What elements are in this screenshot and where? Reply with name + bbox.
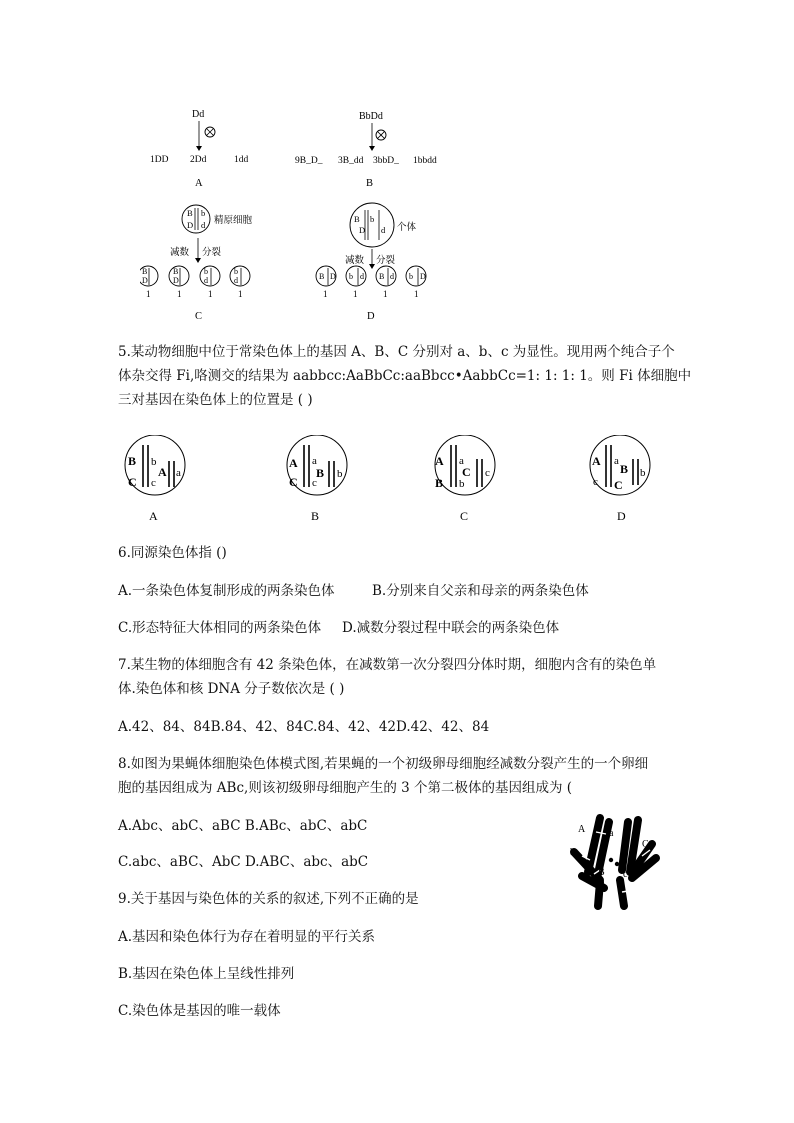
q8-fig-label-a: a — [609, 828, 614, 839]
q5-line1: 5.某动物细胞中位于常染色体上的基因 A、B、C 分别对 a、b、c 为显性。现用两个纯合子个 — [118, 344, 675, 360]
svg-text:A: A — [158, 465, 167, 479]
svg-text:b: b — [409, 272, 413, 281]
svg-text:b: b — [234, 267, 238, 276]
svg-text:d: d — [390, 272, 394, 281]
svg-text:d: d — [204, 276, 208, 285]
fig-c-label: C — [195, 311, 203, 322]
svg-text:C: C — [614, 478, 623, 492]
svg-text:c: c — [312, 477, 317, 489]
fig-c-process: 减数 — [170, 248, 190, 258]
svg-text:c: c — [485, 467, 490, 479]
q9-option-b: B.基因在染色体上呈线性排列 — [118, 966, 295, 982]
svg-text:b: b — [349, 272, 353, 281]
fig-d-process: 减数 — [345, 256, 365, 266]
q8-fig-label-A: A — [578, 824, 586, 835]
q5-options-figure — [120, 435, 680, 525]
svg-text:d: d — [360, 272, 364, 281]
q6-stem: 6.同源染色体指 () — [118, 545, 227, 561]
fig-d-process2: 分裂 — [376, 256, 396, 266]
fig-d-count-2: 1 — [353, 289, 358, 299]
fruit-fly-chromosome-figure — [560, 812, 670, 912]
svg-text:c: c — [151, 477, 156, 489]
fig-b-ratio-3: 3bbD_ — [373, 156, 399, 166]
fig-c-count-4: 1 — [238, 289, 243, 299]
svg-text:b: b — [201, 208, 206, 218]
svg-text:d: d — [234, 276, 238, 285]
q6-option-c: C.形态特征大体相同的两条染色体 — [118, 620, 322, 636]
q5-option-c-label: C — [460, 509, 469, 523]
svg-text:D: D — [330, 272, 336, 281]
q8-options-cd: C.abc、aBC、AbC D.ABC、abc、abC — [118, 854, 369, 870]
q7-line2: 体.染色体和核 DNA 分子数依次是 ( ) — [118, 681, 345, 697]
top-figure — [140, 100, 460, 325]
svg-text:B: B — [128, 454, 137, 468]
q8-line2: 胞的基因组成为 ABc,则该初级卵母细胞产生的 3 个第二极体的基因组成为 ( — [118, 780, 573, 796]
svg-text:D: D — [359, 225, 366, 235]
fig-a-label: A — [195, 178, 203, 189]
svg-text:d: d — [381, 225, 386, 235]
svg-text:D: D — [173, 276, 179, 285]
q5-line3: 三对基因在染色体上的位置是 ( ) — [118, 392, 313, 408]
q6-option-b: B.分别来自父亲和母亲的两条染色体 — [372, 583, 589, 599]
svg-text:D: D — [187, 220, 194, 230]
fig-c-cell-note: 精原细胞 — [214, 216, 253, 226]
svg-text:a: a — [312, 455, 317, 467]
fig-c-count-2: 1 — [177, 289, 182, 299]
svg-text:b: b — [459, 478, 465, 490]
q9-option-a: A.基因和染色体行为存在着明显的平行关系 — [118, 929, 376, 945]
q8-fig-label-c: c — [623, 869, 628, 880]
svg-text:B: B — [319, 272, 325, 281]
fig-b-ratio-4: 1bbdd — [413, 156, 437, 166]
fig-b-ratio-1: 9B_D_ — [295, 156, 323, 166]
fig-c-count-3: 1 — [208, 289, 213, 299]
svg-text:B: B — [435, 476, 444, 490]
q9-option-c: C.染色体是基因的唯一载体 — [118, 1003, 281, 1019]
q6-option-a: A.一条染色体复制形成的两条染色体 — [118, 583, 335, 599]
q8-line1: 8.如图为果蝇体细胞染色体模式图,若果蝇的一个初级卵母细胞经减数分裂产生的一个卵细 — [118, 756, 649, 772]
fig-b-parent: BbDd — [359, 111, 383, 122]
q5-option-b-label: B — [311, 509, 320, 523]
q8-fig-label-C: C — [642, 839, 649, 850]
svg-text:B: B — [620, 462, 629, 476]
svg-text:C: C — [128, 475, 137, 489]
fig-a-parent: Dd — [192, 109, 205, 120]
svg-text:B: B — [379, 272, 385, 281]
fig-c-count-1: 1 — [146, 289, 151, 299]
q5-line2: 体杂交得 Fi,咯测交的结果为 aabbcc:AaBbCc:aaBbcc•AabbCc=1: 1: 1: 1。则 Fi 体细胞中 — [118, 368, 692, 384]
fig-c-process2: 分裂 — [202, 248, 222, 258]
fig-b-label: B — [366, 178, 374, 189]
q5-option-a-label: A — [149, 509, 158, 523]
fig-b-ratio-2: 3B_dd — [338, 156, 364, 166]
svg-text:B: B — [142, 267, 148, 276]
fig-a-ratio-2: 2Dd — [190, 155, 207, 165]
fig-d-count-3: 1 — [383, 289, 388, 299]
svg-text:b: b — [370, 214, 375, 224]
fig-d-count-1: 1 — [323, 289, 328, 299]
q8-options-ab: A.Abc、abC、aBC B.ABc、abC、abC — [118, 818, 368, 834]
svg-text:d: d — [201, 220, 206, 230]
svg-text:A: A — [289, 456, 298, 470]
genetics-diagram — [140, 100, 460, 325]
svg-text:a: a — [459, 455, 464, 467]
q9-stem: 9.关于基因与染色体的关系的叙述,下列不正确的是 — [118, 891, 419, 907]
svg-text:C: C — [462, 465, 471, 479]
fig-d-label: D — [367, 311, 375, 322]
q7-options: A.42、84、84B.84、42、84C.84、42、42D.42、42、84 — [118, 719, 490, 735]
svg-text:c: c — [593, 476, 598, 488]
svg-text:B: B — [354, 214, 360, 224]
q6-option-d: D.减数分裂过程中联会的两条染色体 — [342, 620, 560, 636]
svg-text:b: b — [204, 267, 208, 276]
fig-d-count-4: 1 — [414, 289, 419, 299]
svg-text:b: b — [640, 467, 646, 479]
q8-fig-label-B: B — [598, 867, 605, 878]
svg-text:D: D — [420, 272, 426, 281]
svg-text:D: D — [142, 276, 148, 285]
fig-a-ratio-3: 1dd — [234, 155, 249, 165]
svg-text:B: B — [173, 267, 179, 276]
svg-text:a: a — [614, 455, 619, 467]
svg-text:a: a — [176, 467, 181, 479]
svg-text:A: A — [435, 454, 444, 468]
fig-a-ratio-1: 1DD — [150, 155, 169, 165]
svg-text:b: b — [337, 468, 343, 480]
svg-text:B: B — [316, 466, 325, 480]
svg-text:C: C — [289, 475, 298, 489]
svg-text:A: A — [592, 454, 601, 468]
q5-option-d-label: D — [617, 509, 626, 523]
q7-line1: 7.某生物的体细胞含有 42 条染色体，在减数第一次分裂四分体时期，细胞内含有的染色单 — [118, 657, 657, 673]
q8-fig-label-b: b — [570, 847, 575, 858]
fig-d-cell-note: 个体 — [397, 223, 417, 233]
svg-text:b: b — [151, 456, 157, 468]
svg-text:B: B — [187, 208, 193, 218]
